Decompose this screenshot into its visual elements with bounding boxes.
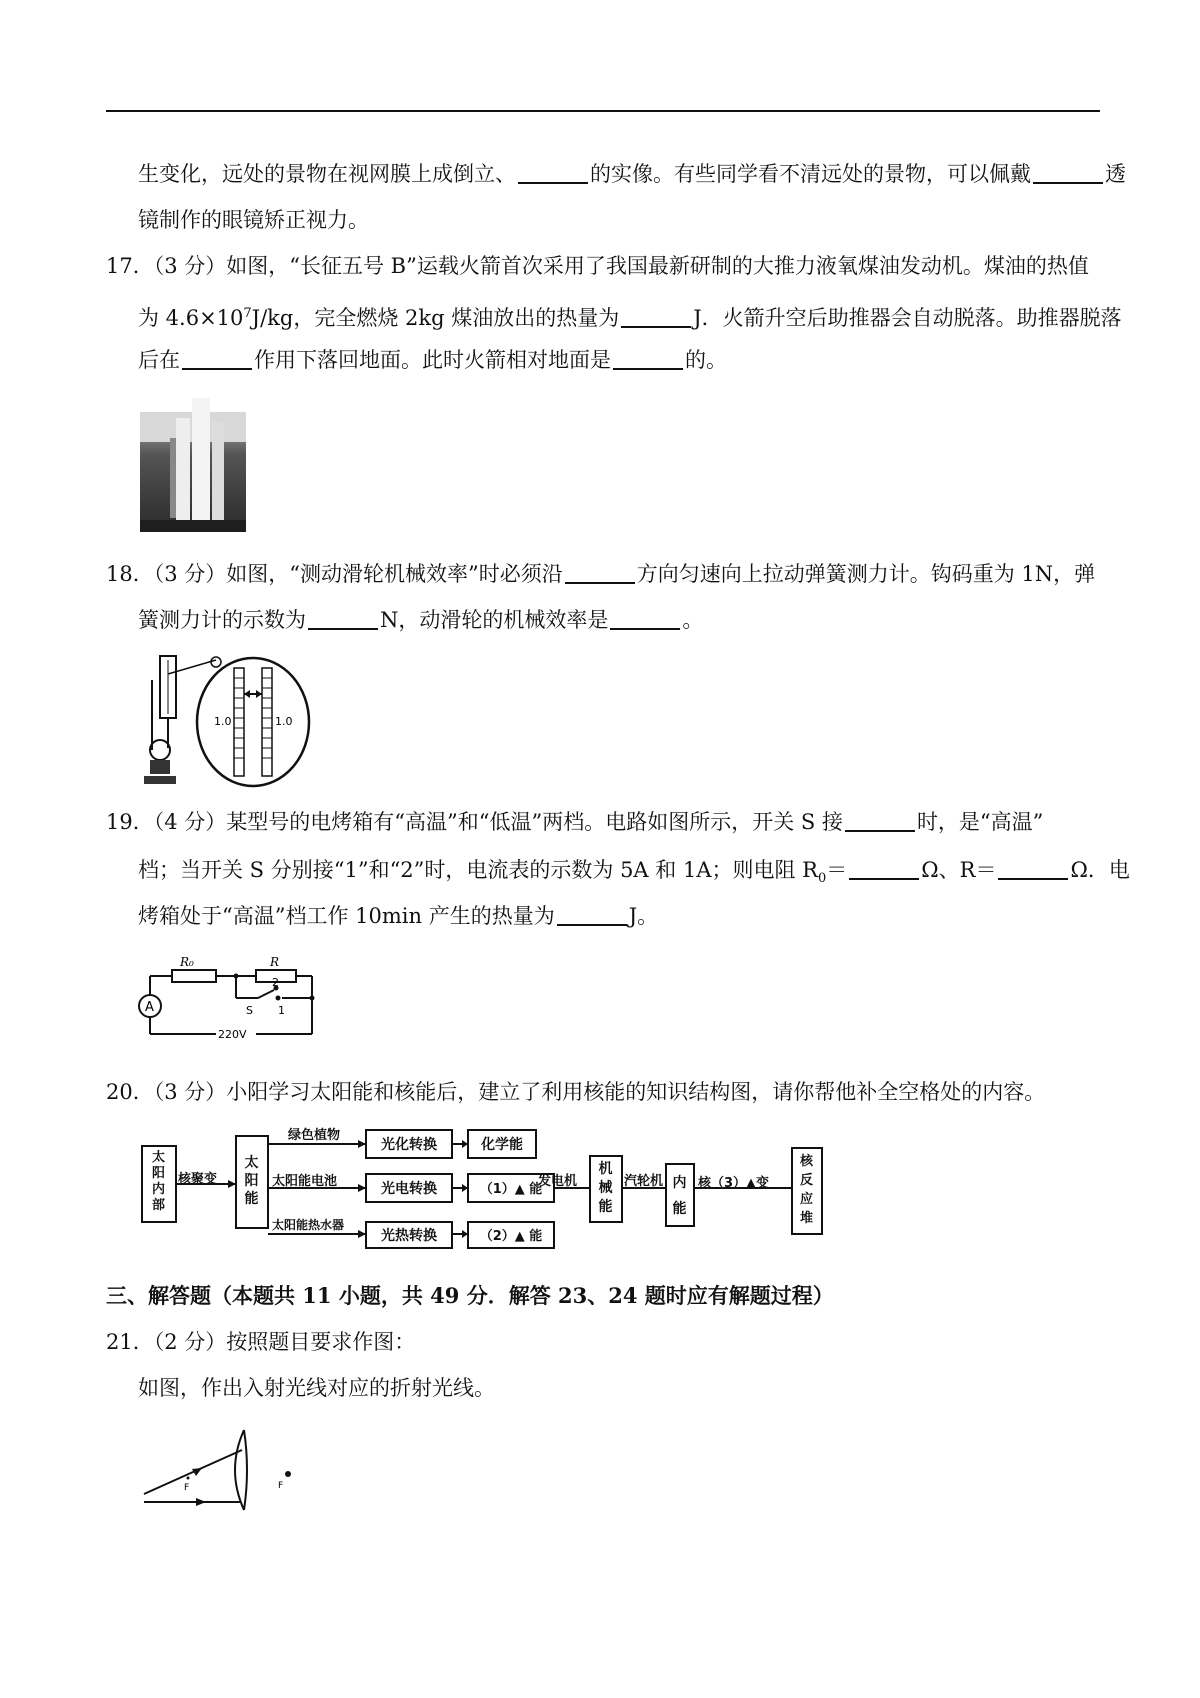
- q16-line1: [138, 160, 1126, 188]
- q18-text: 簧测力计的示数为: [138, 608, 306, 632]
- header-rule: [106, 110, 1100, 112]
- q17-line2: [138, 300, 1122, 332]
- q20-line1: 20．（3 分）小阳学习太阳能和核能后，建立了利用核能的知识结构图，请你帮他补全空格处的内容。: [106, 1080, 1046, 1104]
- sun-inside-box: 太阳内部: [152, 1150, 166, 1213]
- q18-text: 方向匀速向上拉动弹簧测力计。钩码重为 1N，弹: [636, 562, 1096, 586]
- answer-blank[interactable]: [621, 308, 691, 328]
- q18-line2: [138, 606, 703, 634]
- photothermal-box: 光热转换: [381, 1228, 437, 1244]
- switch-label: S: [246, 1004, 253, 1017]
- blank1-box: （1）▲ 能: [479, 1182, 543, 1197]
- focus-right-label: F: [278, 1481, 284, 1491]
- q19-line3: [138, 902, 658, 930]
- q19-text: 时，是“高温”: [916, 810, 1044, 834]
- fusion-label: 核聚变: [178, 1172, 218, 1186]
- ammeter-label: A: [145, 1000, 154, 1015]
- answer-blank[interactable]: [998, 860, 1068, 880]
- q17-text: 作用下落回地面。此时火箭相对地面是: [254, 348, 611, 372]
- circuit-diagram: [136, 948, 322, 1048]
- energy-structure-diagram: [138, 1124, 828, 1252]
- solar-heater-label: 太阳能热水器: [272, 1218, 345, 1232]
- focus-left-label: F: [184, 1483, 190, 1493]
- q17-text: 的。: [685, 348, 727, 372]
- answer-blank[interactable]: [182, 350, 252, 370]
- answer-blank[interactable]: [610, 610, 680, 630]
- blank2-box: （2）▲ 能: [479, 1229, 543, 1244]
- answer-blank[interactable]: [308, 610, 378, 630]
- q19-line1: [106, 808, 1043, 836]
- q19-text: J。: [628, 904, 659, 928]
- q17-text: J．火箭升空后助推器会自动脱落。助推器脱落: [693, 306, 1122, 330]
- photochem-box: 光化转换: [381, 1137, 437, 1153]
- section-title: 三、解答题（本题共 11 小题，共 49 分．解答 23、24 题时应有解题过程）: [106, 1283, 834, 1308]
- q17-text: J/kg，完全燃烧 2kg 煤油放出的热量为: [251, 306, 620, 330]
- nuclear-blank-label: 核（3）▲变: [698, 1176, 770, 1190]
- q21-line2: 如图，作出入射光线对应的折射光线。: [138, 1376, 495, 1400]
- scale-label-left: 1.0: [214, 715, 232, 728]
- q17-text: 为 4.6×10: [138, 306, 244, 330]
- q19-text: 档；当开关 S 分别接“1”和“2”时，电流表的示数为 5A 和 1A；则电阻 R: [138, 858, 818, 882]
- turbine-label: 汽轮机: [624, 1174, 664, 1188]
- contact-1-label: 1: [278, 1004, 285, 1017]
- q19-text: Ω、R＝: [921, 858, 997, 882]
- scale-label-right: 1.0: [275, 715, 293, 728]
- reactor-box: 核反应堆: [800, 1154, 814, 1226]
- exponent: 7: [243, 306, 252, 321]
- q18-text: 。: [682, 608, 704, 632]
- mechanical-box: 机械能: [598, 1161, 613, 1215]
- generator-label: 发电机: [538, 1174, 578, 1188]
- q16-text: 生变化，远处的景物在视网膜上成倒立、: [138, 162, 516, 186]
- q18-text: 18．（3 分）如图，“测动滑轮机械效率”时必须沿: [106, 562, 563, 586]
- q19-text: 烤箱处于“高温”档工作 10min 产生的热量为: [138, 904, 555, 928]
- green-plants-label: 绿色植物: [288, 1128, 341, 1142]
- q18-text: N，动滑轮的机械效率是: [380, 608, 609, 632]
- pulley-figure: [138, 650, 313, 788]
- subscript: 0: [817, 871, 827, 887]
- q16-text: 的实像。有些同学看不清远处的景物，可以佩戴: [590, 162, 1031, 186]
- answer-blank[interactable]: [613, 350, 683, 370]
- r0-label: R₀: [180, 955, 194, 969]
- q19-text: 19．（4 分）某型号的电烤箱有“高温”和“低温”两档。电路如图所示，开关 S 接: [106, 810, 843, 834]
- q17-text: 后在: [138, 348, 180, 372]
- answer-blank[interactable]: [557, 906, 627, 926]
- answer-blank[interactable]: [1033, 164, 1103, 184]
- q21-line1: 21．（2 分）按照题目要求作图：: [106, 1330, 416, 1354]
- q18-line1: [106, 560, 1095, 588]
- answer-blank[interactable]: [518, 164, 588, 184]
- sun-energy-box: 太阳能: [244, 1155, 259, 1207]
- lens-figure: [140, 1420, 310, 1520]
- photoelectric-box: 光电转换: [381, 1181, 437, 1197]
- r-label: R: [270, 955, 280, 969]
- solar-cell-label: 太阳能电池: [272, 1174, 338, 1188]
- answer-blank[interactable]: [845, 812, 915, 832]
- q16-line2: 镜制作的眼镜矫正视力。: [138, 208, 369, 232]
- rocket-image: [140, 398, 246, 532]
- chemical-box: 化学能: [481, 1137, 523, 1153]
- contact-2-label: 2: [272, 976, 279, 989]
- answer-blank[interactable]: [565, 564, 635, 584]
- answer-blank[interactable]: [849, 860, 919, 880]
- q17-line1: 17．（3 分）如图，“长征五号 B”运载火箭首次采用了我国最新研制的大推力液氧煤油发动机。煤油的热值: [106, 254, 1089, 278]
- q19-text: Ω．电: [1070, 858, 1130, 882]
- q16-text: 透: [1105, 162, 1126, 186]
- internal-energy-box: 内能: [672, 1175, 687, 1217]
- q19-line2: [138, 856, 1130, 893]
- voltage-label: 220V: [218, 1028, 247, 1041]
- q17-line3: [138, 346, 727, 374]
- q19-text: ＝: [826, 858, 848, 882]
